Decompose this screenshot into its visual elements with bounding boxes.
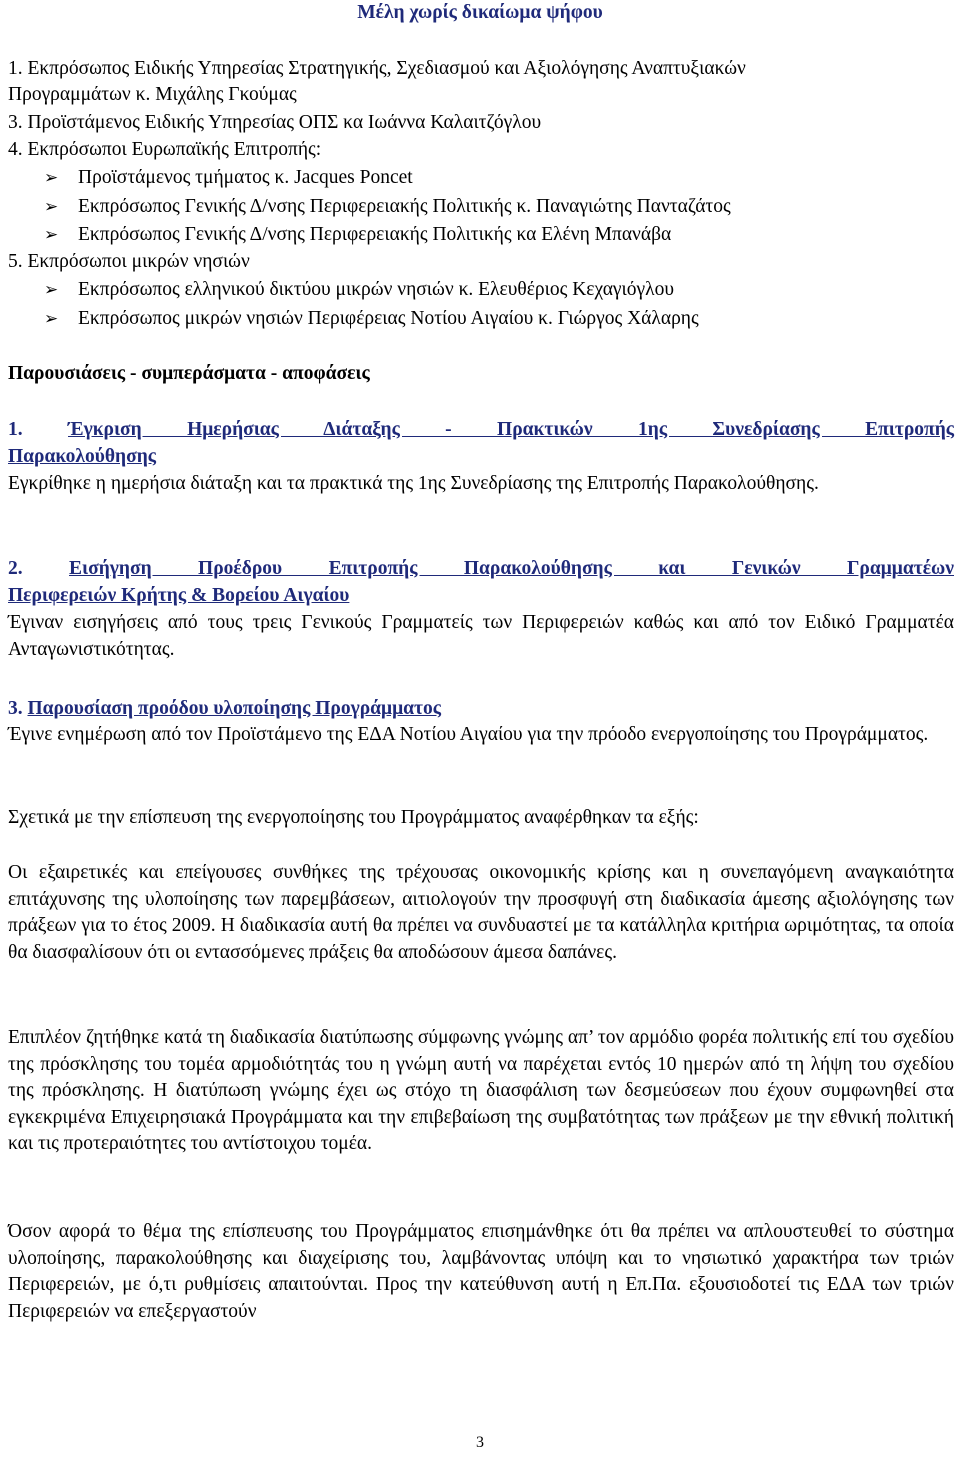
- list-item-1-continued: Προγραμμάτων κ. Μιχάλης Γκούμας: [8, 84, 297, 105]
- s2-heading-text: Εισήγηση Προέδρου Επιτροπής Παρακολούθησης και Γενικών Γραμματέων: [69, 558, 954, 579]
- s2-number: 2.: [8, 558, 23, 579]
- page-number: 3: [476, 1434, 484, 1451]
- list-item-3: 3. Προϊστάμενος Ειδικής Υπηρεσίας ΟΠΣ κα Ιωάννα Καλαιτζόγλου: [8, 112, 542, 133]
- bullet-item: [44, 222, 671, 249]
- bullet-item: [44, 277, 674, 304]
- list-item-5: 5. Εκπρόσωποι μικρών νησιών: [8, 251, 250, 272]
- arrow-bullet-icon: ➢: [44, 168, 59, 187]
- s1-text: Εγκρίθηκε η ημερήσια διάταξη και τα πρακτικά της 1ης Συνεδρίασης της Επιτροπής Παρακολούθησης.: [8, 473, 819, 494]
- bullet-text: Εκπρόσωπος Γενικής Δ/νσης Περιφερειακής Πολιτικής κ. Παναγιώτης Πανταζάτος: [78, 196, 731, 217]
- s2-heading-continued: Περιφερειών Κρήτης & Βορείου Αιγαίου: [8, 585, 350, 606]
- paragraph-2: Επιπλέον ζητήθηκε κατά τη διαδικασία διατύπωσης σύμφωνης γνώμης απ’ τον αρμόδιο φορέα πολιτικής επί του σχεδίου της πρόσκλησης του τομέα αρμοδιότητάς του η γνώμη αυτή να παρέχεται εντός 10 ημερών από τη λήψη του σχεδίου της πρόσκλησης. Η διατύπωση γνώμης έχει ως στόχο τη διασφάλιση των δεσμεύσεων που έχουν συμφωνηθεί στα εγκεκριμένα Επιχειρησιακά Προγράμματα και την επιβεβαίωση της συμβατότητας των πράξεων με την εθνική πολιτική και τις προτεραιότητες του αντίστοιχου τομέα.: [8, 1027, 954, 1154]
- paragraph-1: Οι εξαιρετικές και επείγουσες συνθήκες της τρέχουσας οικονομικής κρίσης και η συνεπαγόμενη αναγκαιότητα επιτάχυνσης της υλοποίησης των παρεμβάσεων, αιτιολογούν την προσφυγή στη διαδικασία άμεσης αξιολόγησης των πράξεων για το έτος 2009. Η διαδικασία αυτή θα πρέπει να συνδυαστεί με τα κατάλληλα κριτήρια ωριμότητας, τα οποία θα διασφαλίσουν ότι οι εντασσόμενες πράξεις θα αποδώσουν άμεσα δαπάνες.: [8, 862, 954, 963]
- arrow-bullet-icon: ➢: [44, 280, 59, 299]
- s1-heading-text: Έγκριση Ημερήσιας Διάταξης - Πρακτικών 1ης Συνεδρίασης Επιτροπής: [68, 419, 955, 440]
- s3-number: 3.: [8, 698, 23, 719]
- bullet-text: Εκπρόσωπος Γενικής Δ/νσης Περιφερειακής Πολιτικής κα Ελένη Μπανάβα: [78, 224, 672, 245]
- bullet-item: [44, 194, 731, 221]
- s3-text: Έγινε ενημέρωση από τον Προϊστάμενο της ΕΔΑ Νοτίου Αιγαίου για την πρόοδο ενεργοποίησης του Προγράμματος.: [8, 724, 929, 745]
- bullet-text: Προϊστάμενος τμήματος κ. Jacques Poncet: [78, 167, 413, 188]
- page-title: Μέλη χωρίς δικαίωμα ψήφου: [357, 2, 603, 23]
- arrow-bullet-icon: ➢: [44, 309, 59, 328]
- paragraph-3: Όσον αφορά το θέμα της επίσπευσης του Προγράμματος επισημάνθηκε ότι θα πρέπει να απλουστευθεί το σύστημα υλοποίησης, παρακολούθησης και διαχείρισης του, λαμβάνοντας υπόψη και το νησιωτικό χαρακτήρα των τριών Περιφερειών, με ό,τι ρυθμίσεις απαιτούνται. Προς την κατεύθυνση αυτή η Επ.Πα. εξουσιοδοτεί τις ΕΔΑ των τριών Περιφερειών να επεξεργαστούν: [8, 1221, 954, 1322]
- bullet-text: Εκπρόσωπος μικρών νησιών Περιφέρειας Νοτίου Αιγαίου κ. Γιώργος Χάλαρης: [78, 308, 699, 329]
- bullet-item: [44, 306, 699, 333]
- arrow-bullet-icon: ➢: [44, 225, 59, 244]
- arrow-bullet-icon: ➢: [44, 197, 59, 216]
- s3-heading: [8, 696, 441, 723]
- s1-heading-continued: Παρακολούθησης: [8, 446, 156, 467]
- s3-heading-text: Παρουσίαση προόδου υλοποίησης Προγράμματος: [27, 698, 441, 719]
- list-item-1: 1. Εκπρόσωπος Ειδικής Υπηρεσίας Στρατηγικής, Σχεδιασμού και Αξιολόγησης Αναπτυξιακών: [8, 58, 746, 79]
- s2-heading: [8, 556, 954, 583]
- section-heading: Παρουσιάσεις - συμπεράσματα - αποφάσεις: [8, 363, 370, 384]
- bullet-item: [44, 165, 413, 192]
- paragraph-intro: Σχετικά με την επίσπευση της ενεργοποίησης του Προγράμματος αναφέρθηκαν τα εξής:: [8, 807, 699, 828]
- list-item-4: 4. Εκπρόσωποι Ευρωπαϊκής Επιτροπής:: [8, 139, 322, 160]
- bullet-text: Εκπρόσωπος ελληνικού δικτύου μικρών νησιών κ. Ελευθέριος Κεχαγιόγλου: [78, 279, 675, 300]
- s2-text: Έγιναν εισηγήσεις από τους τρεις Γενικούς Γραμματείς των Περιφερειών καθώς και από τον Ειδικό Γραμματέα Ανταγωνιστικότητας.: [8, 612, 954, 660]
- s1-number: 1.: [8, 419, 23, 440]
- s1-heading: [8, 417, 954, 444]
